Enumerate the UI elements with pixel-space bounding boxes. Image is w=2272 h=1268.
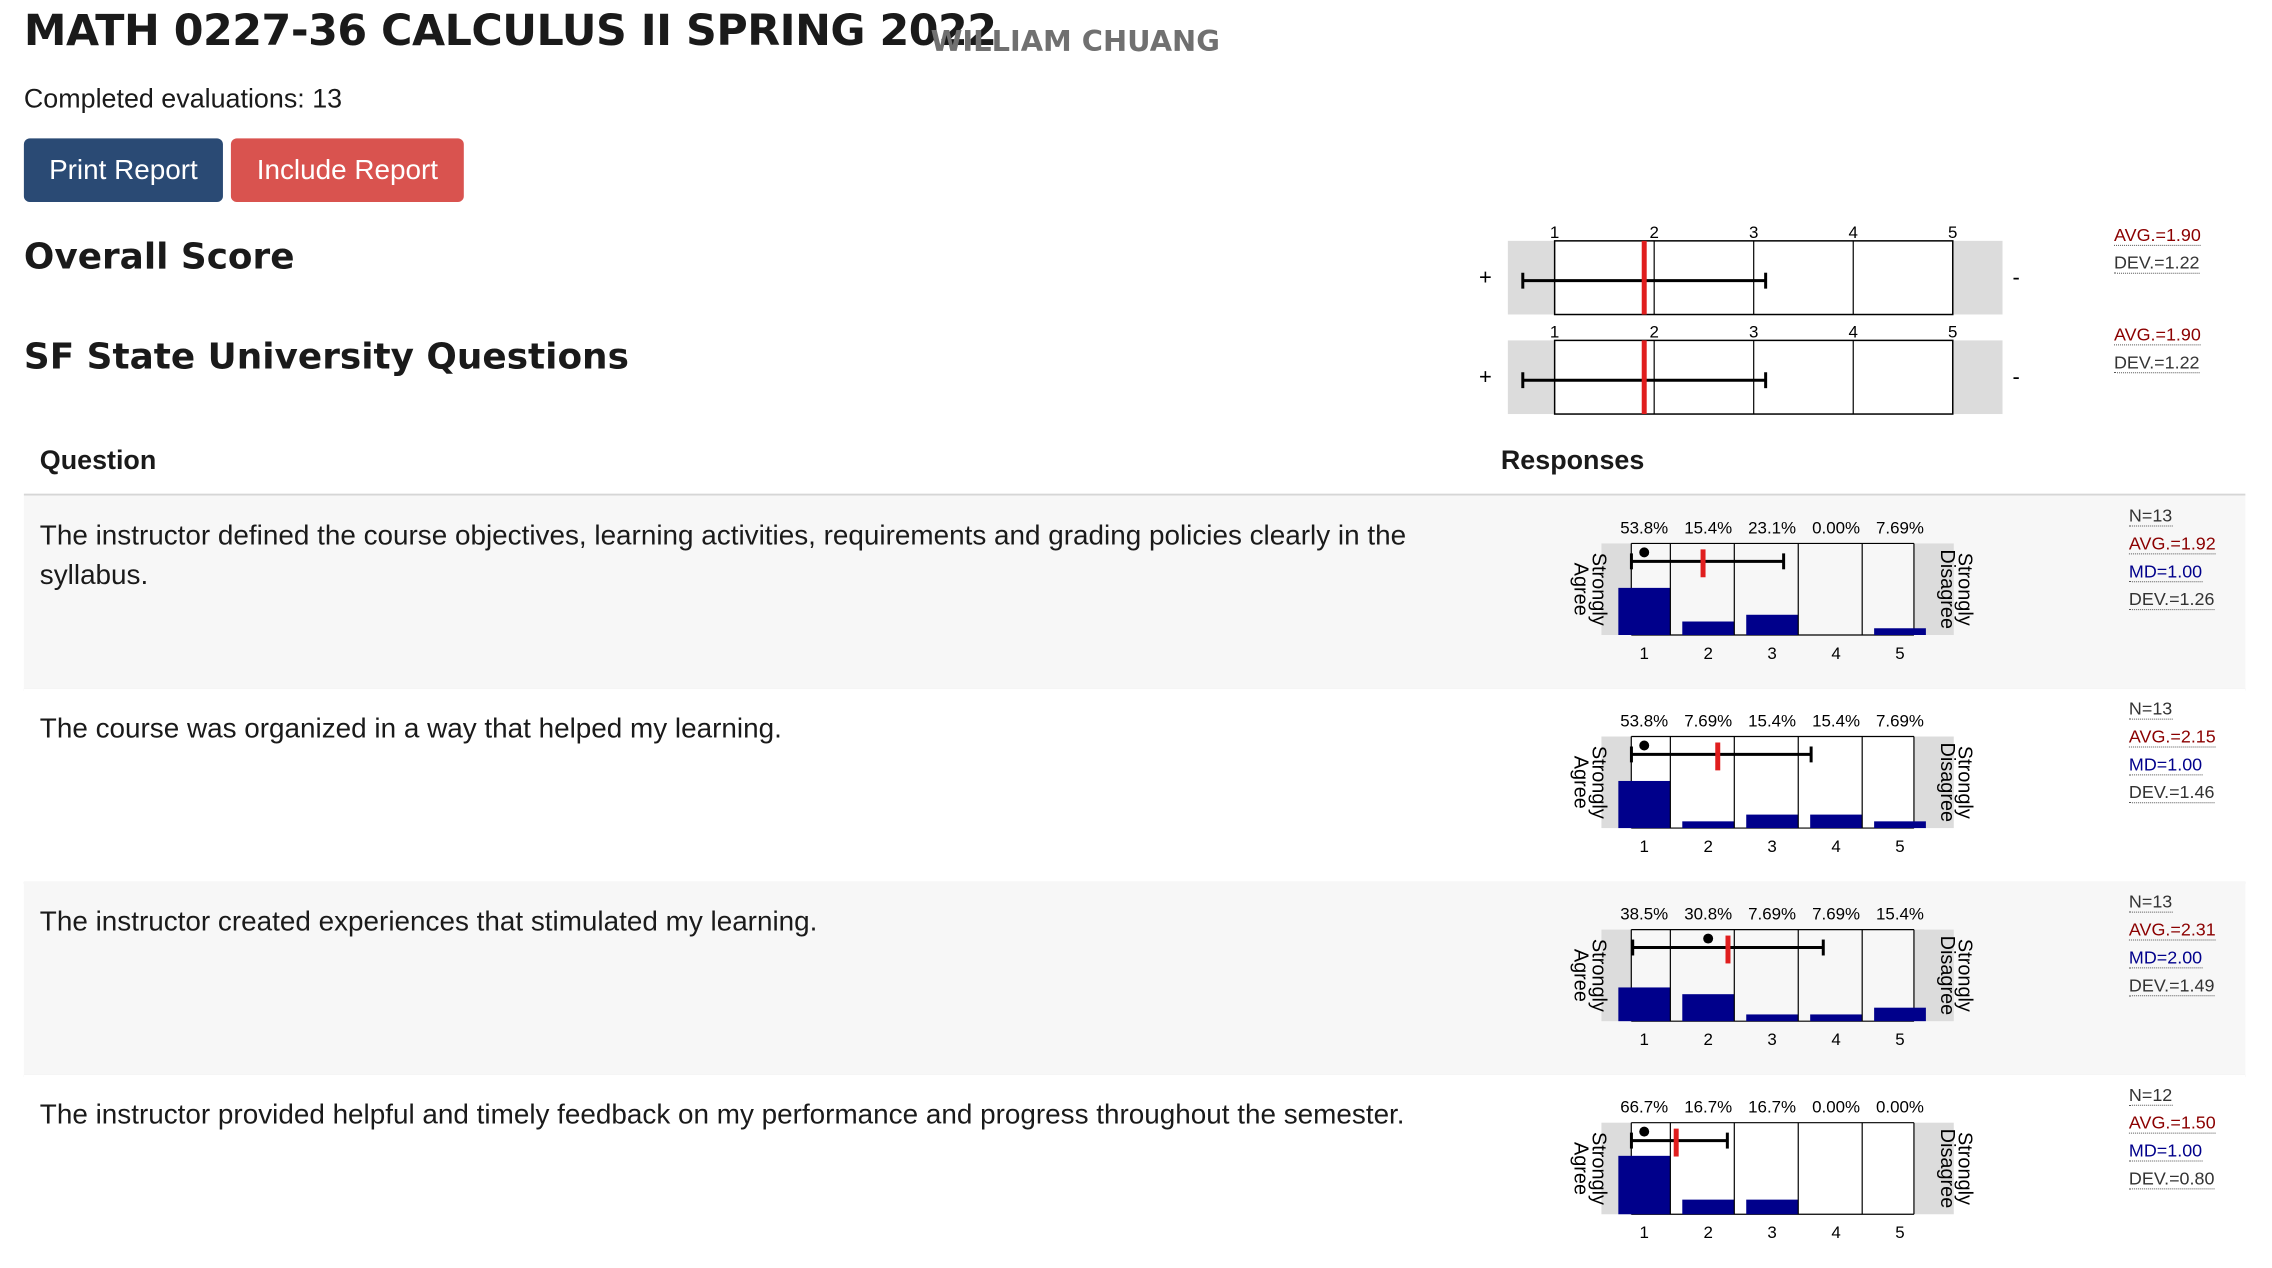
avg-value: AVG.=1.50 (2128, 1112, 2216, 1133)
scale-tick-label: 1 (1639, 1223, 1649, 1243)
scale-tick-label: 2 (1703, 836, 1713, 856)
median-dot (1703, 934, 1713, 944)
median-dot (1639, 1127, 1649, 1137)
right-anchor-line1: Strongly (1953, 745, 1976, 819)
response-bar (1618, 588, 1670, 635)
percent-label: 7.69% (1876, 711, 1924, 731)
university-score-chart (1463, 318, 2020, 418)
scale-tick-label: 1 (1549, 322, 1560, 342)
instructor-name: WILLIAM CHUANG (930, 23, 1220, 58)
percent-label: 0.00% (1812, 1097, 1861, 1117)
percent-label: 16.7% (1748, 1097, 1797, 1117)
question-row (24, 689, 2245, 884)
right-anchor-line2: Disagree (1935, 549, 1958, 630)
include-report-button[interactable]: Include Report (231, 138, 464, 202)
dev-value: DEV.=1.49 (2128, 975, 2215, 996)
question-text: The instructor defined the course objectives, learning activities, requirements and grading policies clearly in the syllabus. (39, 519, 1407, 591)
percent-label: 0.00% (1876, 1097, 1924, 1117)
median-dot (1639, 547, 1649, 557)
overall-score-chart (1463, 219, 2020, 319)
question-stats (2129, 888, 2216, 999)
left-anchor-line2: Agree (1569, 755, 1592, 809)
response-bar (1746, 1014, 1798, 1021)
percent-label: 7.69% (1812, 904, 1861, 924)
question-row (24, 882, 2245, 1077)
question-stats (2129, 502, 2216, 613)
responses-column-header: Responses (1500, 444, 1645, 475)
percent-label: 15.4% (1684, 518, 1733, 538)
completed-evaluations: Completed evaluations: 13 (23, 83, 343, 114)
scale-tick-label: 4 (1831, 643, 1841, 663)
scale-tick-label: 2 (1703, 643, 1713, 663)
right-anchor-line1: Strongly (1953, 552, 1976, 626)
plus-sign: + (1479, 364, 1492, 390)
question-column-header: Question (39, 444, 157, 475)
scale-tick-label: 5 (1895, 836, 1905, 856)
n-count: N=13 (2128, 505, 2173, 526)
university-score-stats (2114, 320, 2201, 376)
response-bar (1682, 622, 1734, 635)
scale-tick-label: 5 (1948, 222, 1958, 242)
median-value: MD=1.00 (2128, 754, 2203, 775)
response-bar (1810, 1014, 1862, 1021)
percent-label: 16.7% (1684, 1097, 1733, 1117)
response-bar (1682, 821, 1734, 828)
avg-value: AVG.=2.15 (2128, 726, 2216, 747)
left-panel (1508, 241, 1555, 315)
left-anchor-line2: Agree (1569, 1141, 1592, 1196)
scale-tick-label: 5 (1948, 322, 1958, 342)
right-anchor-line1: Strongly (1953, 938, 1976, 1012)
scale-tick-label: 2 (1649, 222, 1659, 242)
scale-tick-label: 3 (1748, 222, 1759, 242)
dev-value: DEV.=1.26 (2128, 589, 2215, 610)
scale-tick-label: 4 (1848, 222, 1858, 242)
scale-tick-label: 4 (1831, 1030, 1841, 1050)
scale-tick-label: 2 (1703, 1223, 1713, 1243)
scale-tick-label: 4 (1831, 1223, 1841, 1243)
question-text: The course was organized in a way that helped my learning. (39, 712, 782, 744)
left-anchor-line1: Strongly (1587, 1131, 1610, 1205)
n-count: N=12 (2128, 1084, 2173, 1105)
percent-label: 7.69% (1876, 518, 1924, 538)
overall-avg: AVG.=1.90 (2113, 224, 2201, 245)
question-row (24, 1075, 2245, 1268)
question-row (24, 496, 2245, 691)
scale-tick-label: 3 (1767, 836, 1777, 856)
scale-tick-label: 1 (1639, 1030, 1649, 1050)
avg-value: AVG.=2.31 (2128, 919, 2216, 940)
percent-label: 15.4% (1876, 904, 1924, 924)
response-bar (1874, 821, 1926, 828)
percent-label: 0.00% (1812, 518, 1861, 538)
left-anchor-line2: Agree (1569, 562, 1592, 616)
response-distribution-chart (1517, 1075, 2134, 1264)
response-bar (1618, 1156, 1670, 1214)
response-bar (1874, 628, 1926, 635)
percent-label: 7.69% (1748, 904, 1797, 924)
median-value: MD=1.00 (2128, 561, 2203, 582)
minus-sign: - (2012, 364, 2020, 390)
university-questions-heading: SF State University Questions (23, 336, 629, 378)
right-anchor-line2: Disagree (1935, 742, 1958, 823)
left-panel (1508, 340, 1555, 414)
percent-label: 15.4% (1812, 711, 1861, 731)
left-anchor-line1: Strongly (1587, 938, 1610, 1012)
right-anchor-line1: Strongly (1953, 1131, 1976, 1205)
overall-score-stats (2114, 221, 2201, 277)
scale-tick-label: 1 (1639, 643, 1649, 663)
plus-sign: + (1479, 264, 1492, 290)
response-bar (1746, 1200, 1798, 1215)
scale-tick-label: 4 (1831, 836, 1841, 856)
response-distribution-chart (1517, 882, 2134, 1071)
scale-tick-label: 5 (1895, 1223, 1905, 1243)
question-text: The instructor provided helpful and timely feedback on my performance and progress throughout the semester. (39, 1098, 1405, 1130)
question-stats (2129, 1081, 2216, 1192)
percent-label: 66.7% (1620, 1097, 1669, 1117)
response-bar (1618, 987, 1670, 1021)
print-report-button[interactable]: Print Report (24, 138, 223, 202)
avg-value: AVG.=1.92 (2128, 533, 2216, 554)
median-value: MD=1.00 (2128, 1140, 2203, 1161)
scale-tick-label: 3 (1767, 1030, 1777, 1050)
right-anchor-line2: Disagree (1935, 935, 1958, 1016)
right-panel (1953, 340, 2003, 414)
response-bar (1682, 994, 1734, 1021)
right-panel (1953, 241, 2003, 315)
left-anchor-line2: Agree (1569, 948, 1592, 1002)
overall-dev: DEV.=1.22 (2113, 252, 2200, 273)
overall-score-bar (1463, 219, 2020, 324)
dev-value: DEV.=0.80 (2128, 1168, 2215, 1189)
percent-label: 38.5% (1620, 904, 1669, 924)
percent-label: 53.8% (1620, 711, 1669, 731)
dev-value: DEV.=1.46 (2128, 782, 2215, 803)
response-distribution-chart (1517, 689, 2134, 878)
percent-label: 7.69% (1684, 711, 1733, 731)
university-dev: DEV.=1.22 (2113, 352, 2200, 373)
scale-tick-label: 1 (1639, 836, 1649, 856)
median-value: MD=2.00 (2128, 947, 2203, 968)
overall-score-heading: Overall Score (23, 236, 295, 278)
page-title: MATH 0227-36 CALCULUS II SPRING 2022 (23, 5, 997, 56)
scale-tick-label: 1 (1549, 222, 1560, 242)
percent-label: 23.1% (1748, 518, 1797, 538)
n-count: N=13 (2128, 891, 2173, 912)
percent-label: 30.8% (1684, 904, 1733, 924)
university-avg: AVG.=1.90 (2113, 324, 2201, 345)
percent-label: 15.4% (1748, 711, 1797, 731)
response-distribution-chart (1517, 496, 2134, 685)
scale-tick-label: 5 (1895, 643, 1905, 663)
minus-sign: - (2012, 264, 2020, 290)
university-score-bar (1463, 318, 2020, 423)
percent-label: 53.8% (1620, 518, 1669, 538)
scale-tick-label: 3 (1748, 322, 1759, 342)
response-bar (1682, 1200, 1734, 1215)
question-text: The instructor created experiences that stimulated my learning. (39, 905, 818, 937)
scale-tick-label: 2 (1649, 322, 1659, 342)
scale-tick-label: 3 (1767, 1223, 1777, 1243)
question-stats (2129, 695, 2216, 806)
scale-tick-label: 3 (1767, 643, 1777, 663)
response-bar (1746, 815, 1798, 828)
response-bar (1618, 781, 1670, 828)
left-anchor-line1: Strongly (1587, 552, 1610, 626)
scale-tick-label: 2 (1703, 1030, 1713, 1050)
scale-tick-label: 5 (1895, 1030, 1905, 1050)
left-anchor-line1: Strongly (1587, 745, 1610, 819)
n-count: N=13 (2128, 698, 2173, 719)
scale-tick-label: 4 (1848, 322, 1858, 342)
response-bar (1874, 1008, 1926, 1021)
median-dot (1639, 740, 1649, 750)
right-anchor-line2: Disagree (1935, 1128, 1958, 1209)
response-bar (1810, 815, 1862, 828)
response-bar (1746, 615, 1798, 635)
